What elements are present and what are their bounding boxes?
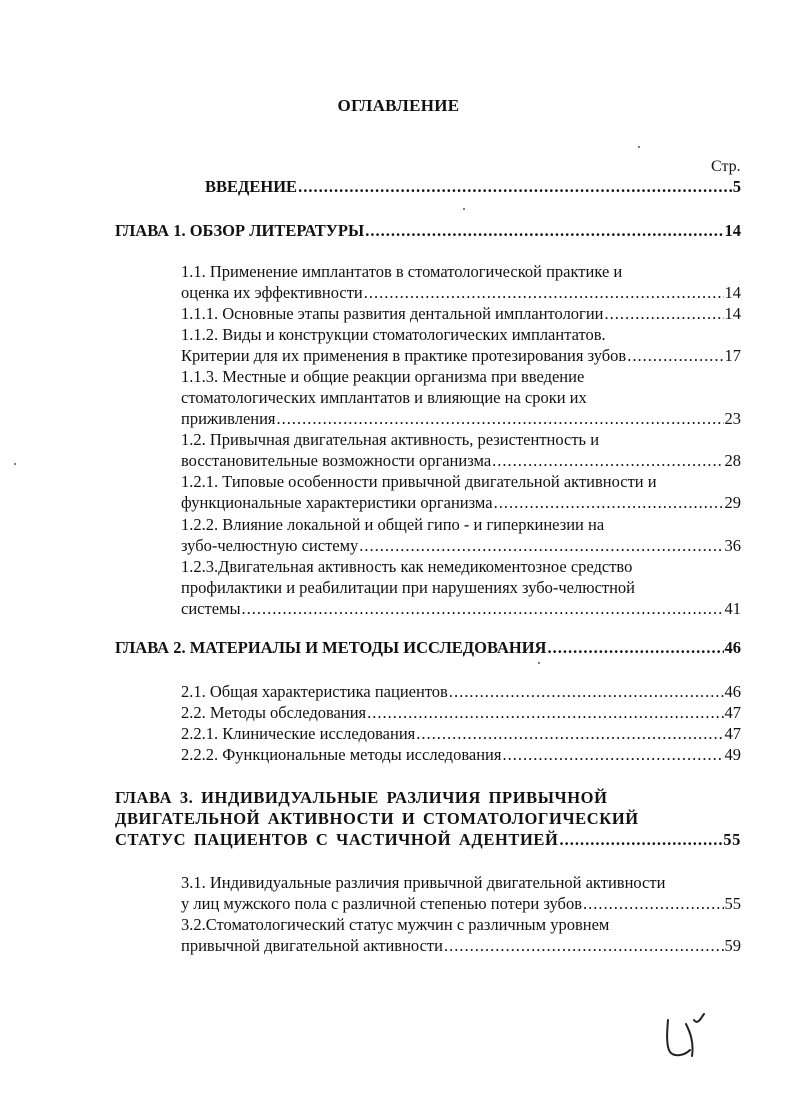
toc-section-2-1[interactable]: [181, 681, 741, 702]
toc-intro-page: 5: [732, 177, 741, 196]
toc-line: 2.2.1. Клинические исследования: [181, 724, 416, 743]
scan-speck: [463, 208, 465, 210]
toc-section-1-1-2[interactable]: [181, 324, 741, 366]
toc-line: 3.2.Стоматологический статус мужчин с различным уровнем: [181, 915, 610, 934]
toc-line: 1.2.2. Влияние локальной и общей гипо - и гиперкинезии на: [181, 515, 605, 534]
toc-line: 2.2. Методы обследования: [181, 703, 367, 722]
toc-page-number: 29: [724, 493, 741, 512]
toc-line: оценка их эффективности: [181, 283, 363, 302]
chapter-3-title-line: СТАТУС ПАЦИЕНТОВ С ЧАСТИЧНОЙ АДЕНТИЕЙ: [115, 830, 559, 849]
toc-section-1-2-2[interactable]: [181, 514, 741, 556]
toc-line: приживления: [181, 409, 276, 428]
toc-page-number: 28: [724, 451, 741, 470]
chapter-3-title-line: ГЛАВА 3. ИНДИВИДУАЛЬНЫЕ РАЗЛИЧИЯ ПРИВЫЧНОЙ: [115, 788, 608, 807]
toc-section-2-2-2[interactable]: [181, 744, 741, 765]
chapter-3-page: 55: [723, 830, 741, 849]
toc-line: Критерии для их применения в практике протезирования зубов: [181, 346, 627, 365]
toc-line: 1.2. Привычная двигательная активность, резистентность и: [181, 430, 600, 449]
toc-section-1-1[interactable]: [181, 261, 741, 303]
toc-line: у лиц мужского пола с различной степенью потери зубов: [181, 894, 582, 913]
toc-section-1-1-1[interactable]: [181, 303, 741, 324]
scan-speck: [14, 463, 16, 465]
toc-section-2-2-1[interactable]: [181, 723, 741, 744]
toc-line: 1.1.2. Виды и конструкции стоматологических имплантатов.: [181, 325, 606, 344]
chapter-2-page: 46: [724, 638, 741, 657]
toc-line: 2.2.2. Функциональные методы исследования: [181, 745, 502, 764]
toc-page-number: 14: [724, 304, 741, 323]
toc-section-2-2[interactable]: [181, 702, 741, 723]
toc-line: 1.1.3. Местные и общие реакции организма при введение: [181, 367, 585, 386]
toc-line: 1.1.1. Основные этапы развития дентальной имплантологии: [181, 304, 604, 323]
toc-page-number: 36: [724, 536, 741, 555]
toc-page-number: 47: [724, 703, 741, 722]
toc-page-number: 46: [724, 682, 741, 701]
toc-page-number: 55: [724, 894, 741, 913]
toc-page-number: 49: [724, 745, 741, 764]
toc-line: зубо-челюстную систему: [181, 536, 359, 555]
toc-page-number: 47: [724, 724, 741, 743]
scan-speck: [638, 146, 640, 148]
toc-line: 1.2.1. Типовые особенности привычной двигательной активности и: [181, 472, 657, 491]
toc-line: 1.2.3.Двигательная активность как немедикоментозное средство: [181, 557, 633, 576]
toc-section-1-2-3[interactable]: [181, 556, 741, 619]
chapter-3-title-line: ДВИГАТЕЛЬНОЙ АКТИВНОСТИ И СТОМАТОЛОГИЧЕСКИЙ: [115, 809, 639, 828]
toc-section-1-2[interactable]: [181, 429, 741, 471]
toc-chapter-2-heading[interactable]: [115, 637, 741, 658]
toc-line: стоматологических имплантатов и влияющие на сроки их: [181, 388, 587, 407]
toc-section-1-2-1[interactable]: [181, 471, 741, 513]
page-title: ОГЛАВЛЕНИЕ: [337, 96, 460, 115]
scan-speck: [538, 662, 540, 664]
toc-line: профилактики и реабилитации при нарушениях зубо-челюстной: [181, 578, 636, 597]
toc-chapter-1-heading[interactable]: [115, 220, 741, 241]
toc-line: 2.1. Общая характеристика пациентов: [181, 682, 448, 701]
handwritten-mark-icon: [664, 1012, 706, 1062]
chapter-1-page: 14: [724, 221, 741, 240]
toc-section-3-2[interactable]: [181, 914, 741, 956]
chapter-1-title: ГЛАВА 1. ОБЗОР ЛИТЕРАТУРЫ: [115, 221, 365, 240]
toc-line: системы: [181, 599, 241, 618]
toc-line: функциональные характеристики организма: [181, 493, 493, 512]
toc-chapter-3-heading[interactable]: [115, 787, 741, 850]
chapter-2-title: ГЛАВА 2. МАТЕРИАЛЫ И МЕТОДЫ ИССЛЕДОВАНИЯ: [115, 638, 547, 657]
toc-page-number: 17: [724, 346, 741, 365]
toc-section-3-1[interactable]: [181, 872, 741, 914]
toc-page-number: 59: [724, 936, 741, 955]
toc-intro[interactable]: [205, 176, 741, 197]
toc-intro-text: ВВЕДЕНИЕ: [205, 177, 298, 196]
toc-line: привычной двигательной активности: [181, 936, 443, 955]
toc-page-number: 41: [724, 599, 741, 618]
toc-page-number: 14: [724, 283, 741, 302]
toc-line: 1.1. Применение имплантатов в стоматологической практике и: [181, 262, 623, 281]
toc-line: 3.1. Индивидуальные различия привычной двигательной активности: [181, 873, 666, 892]
toc-section-1-1-3[interactable]: [181, 366, 741, 429]
toc-page-number: 23: [724, 409, 741, 428]
page-column-label: Стр.: [711, 158, 741, 175]
toc-line: восстановительные возможности организма: [181, 451, 492, 470]
